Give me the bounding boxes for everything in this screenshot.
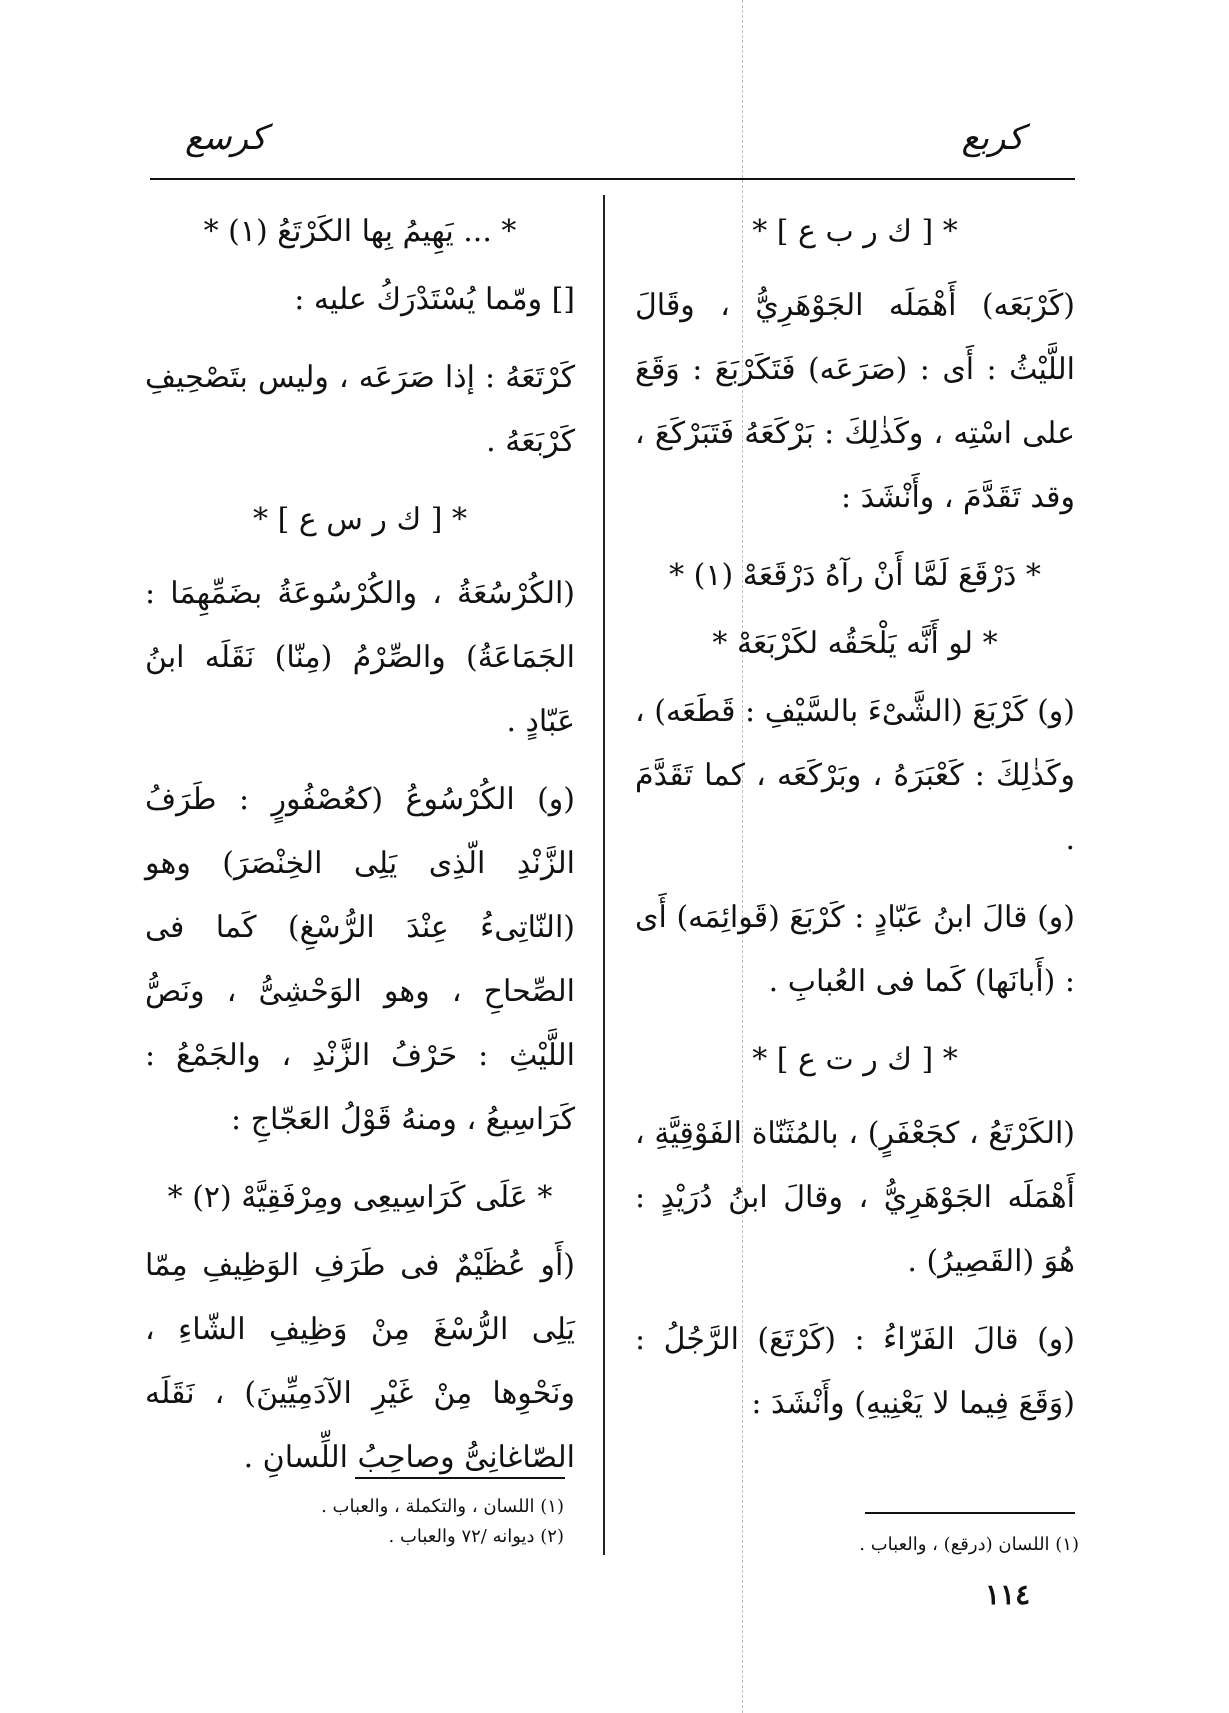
footnote: (٢) ديوانه /٧٢ والعباب .	[388, 1526, 564, 1547]
footnotes-left	[321, 1492, 564, 1552]
footnote: (١) اللسان ، والتكملة ، والعباب .	[321, 1496, 564, 1517]
entry-heading-krs3: * [ ك ر س ع ] *	[253, 502, 467, 537]
verse-line: * دَرْقَعَ لَمَّا أَنْ رآهُ دَرْقَعَهْ (١) *	[669, 558, 1041, 593]
verse-line: * ... يَهِيمُ بِها الكَرْتَعُ (١) *	[203, 214, 517, 249]
entry-paragraph: كَرْتَعَهُ : إذا صَرَعَه ، وليس بتَصْحِيفِ كَرْبَعَهُ .	[145, 360, 575, 459]
left-column	[145, 200, 575, 1504]
column-divider	[603, 195, 605, 1555]
entry-paragraph: (الكَرْتَعُ ، كجَعْفَرٍ) ، بالمُثَنّاة الفَوْقِيَّةِ ، أَهْمَلَه الجَوْهَرِيُّ ، وقالَ ابنُ دُرَيْدٍ : هُوَ (القَصِيرُ) .	[635, 1116, 1075, 1279]
entry-paragraph: (و) قالَ الفَرّاءُ : (كَرْتَعَ) الرَّجُلُ : (وَقَعَ فِيما لا يَعْنِيهِ) وأَنْشَدَ :	[635, 1322, 1075, 1421]
header-rule	[150, 178, 1075, 180]
footnotes-right	[859, 1530, 1079, 1560]
entry-paragraph: (كَرْبَعَه) أَهْمَلَه الجَوْهَرِيُّ ، وقَالَ اللَّيْثُ : أَى : (صَرَعَه) فَتَكَرْبَعَ : وَقَعَ على اسْتِه ، وكَذٰلِكَ : بَرْكَعَهُ فَتَبَرْكَعَ ، وقد تَقَدَّمَ ، وأَنْشَدَ :	[635, 288, 1075, 515]
footnote-rule-left	[355, 1477, 565, 1479]
entry-paragraph: (و) الكُرْسُوعُ (كعُصْفُورٍ : طَرَفُ الزَّنْدِ الّذِى يَلِى الخِنْصَرَ) وهو (النّاتِىءُ عِنْدَ الرُّسْغِ) كَما فى الصِّحاحِ ، وهو الوَحْشِىُّ ، ونَصُّ اللَّيْثِ : حَرْفُ الزَّنْدِ ، والجَمْعُ : كَرَاسِيعُ ، ومنهُ قَوْلُ العَجّاجِ :	[145, 782, 575, 1137]
entry-paragraph: [] ومّما يُسْتَدْرَكُ عليه :	[294, 282, 575, 317]
verse-line: * لو أَنَّه يَلْحَقُه لكَرْبَعَهْ *	[712, 626, 998, 661]
entry-paragraph: (و) قالَ ابنُ عَبّادٍ : كَرْبَعَ (قَوائِمَه) أَى : (أَبانَها) كَما فى العُبابِ .	[635, 900, 1075, 999]
page-number: ١١٤	[985, 1578, 1031, 1611]
footnote-rule-right	[865, 1512, 1075, 1514]
verse-line: * عَلَى كَرَاسِيعِى ومِرْفَقِيَّهْ (٢) *	[167, 1180, 553, 1215]
running-head-right: كربع	[961, 118, 1024, 158]
entry-heading-krt3: * [ ك ر ت ع ] *	[752, 1042, 958, 1077]
footnote: (١) اللسان (درقع) ، والعباب .	[859, 1534, 1079, 1555]
entry-paragraph: (الكُرْسُعَةُ ، والكُرْسُوعَةُ بضَمِّهِمَا : الجَمَاعَةُ) والصِّرْمُ (مِنّا) نَقَلَه ابنُ عَبّادٍ .	[145, 576, 575, 739]
right-column	[635, 200, 1075, 1450]
entry-paragraph: (أَو عُظَيْمٌ فى طَرَفِ الوَظِيفِ مِمّا يَلِى الرُّسْغَ مِنْ وَظِيفِ الشّاءِ ، ونَحْوِها مِنْ غَيْرِ الآدَمِيِّينَ) ، نَقَلَه الصّاغانِىُّ وصاحِبُ اللِّسانِ .	[145, 1248, 575, 1475]
running-head-left: كرسع	[185, 118, 267, 158]
entry-heading-krb3: * [ ك ر ب ع ] *	[752, 214, 958, 249]
entry-paragraph: (و) كَرْبَعَ (الشَّىْءَ بالسَّيْفِ : قَطَعَه) ، وكَذٰلِكَ : كَعْبَرَهُ ، وبَرْكَعَه ، كما تَقَدَّمَ .	[635, 694, 1075, 857]
